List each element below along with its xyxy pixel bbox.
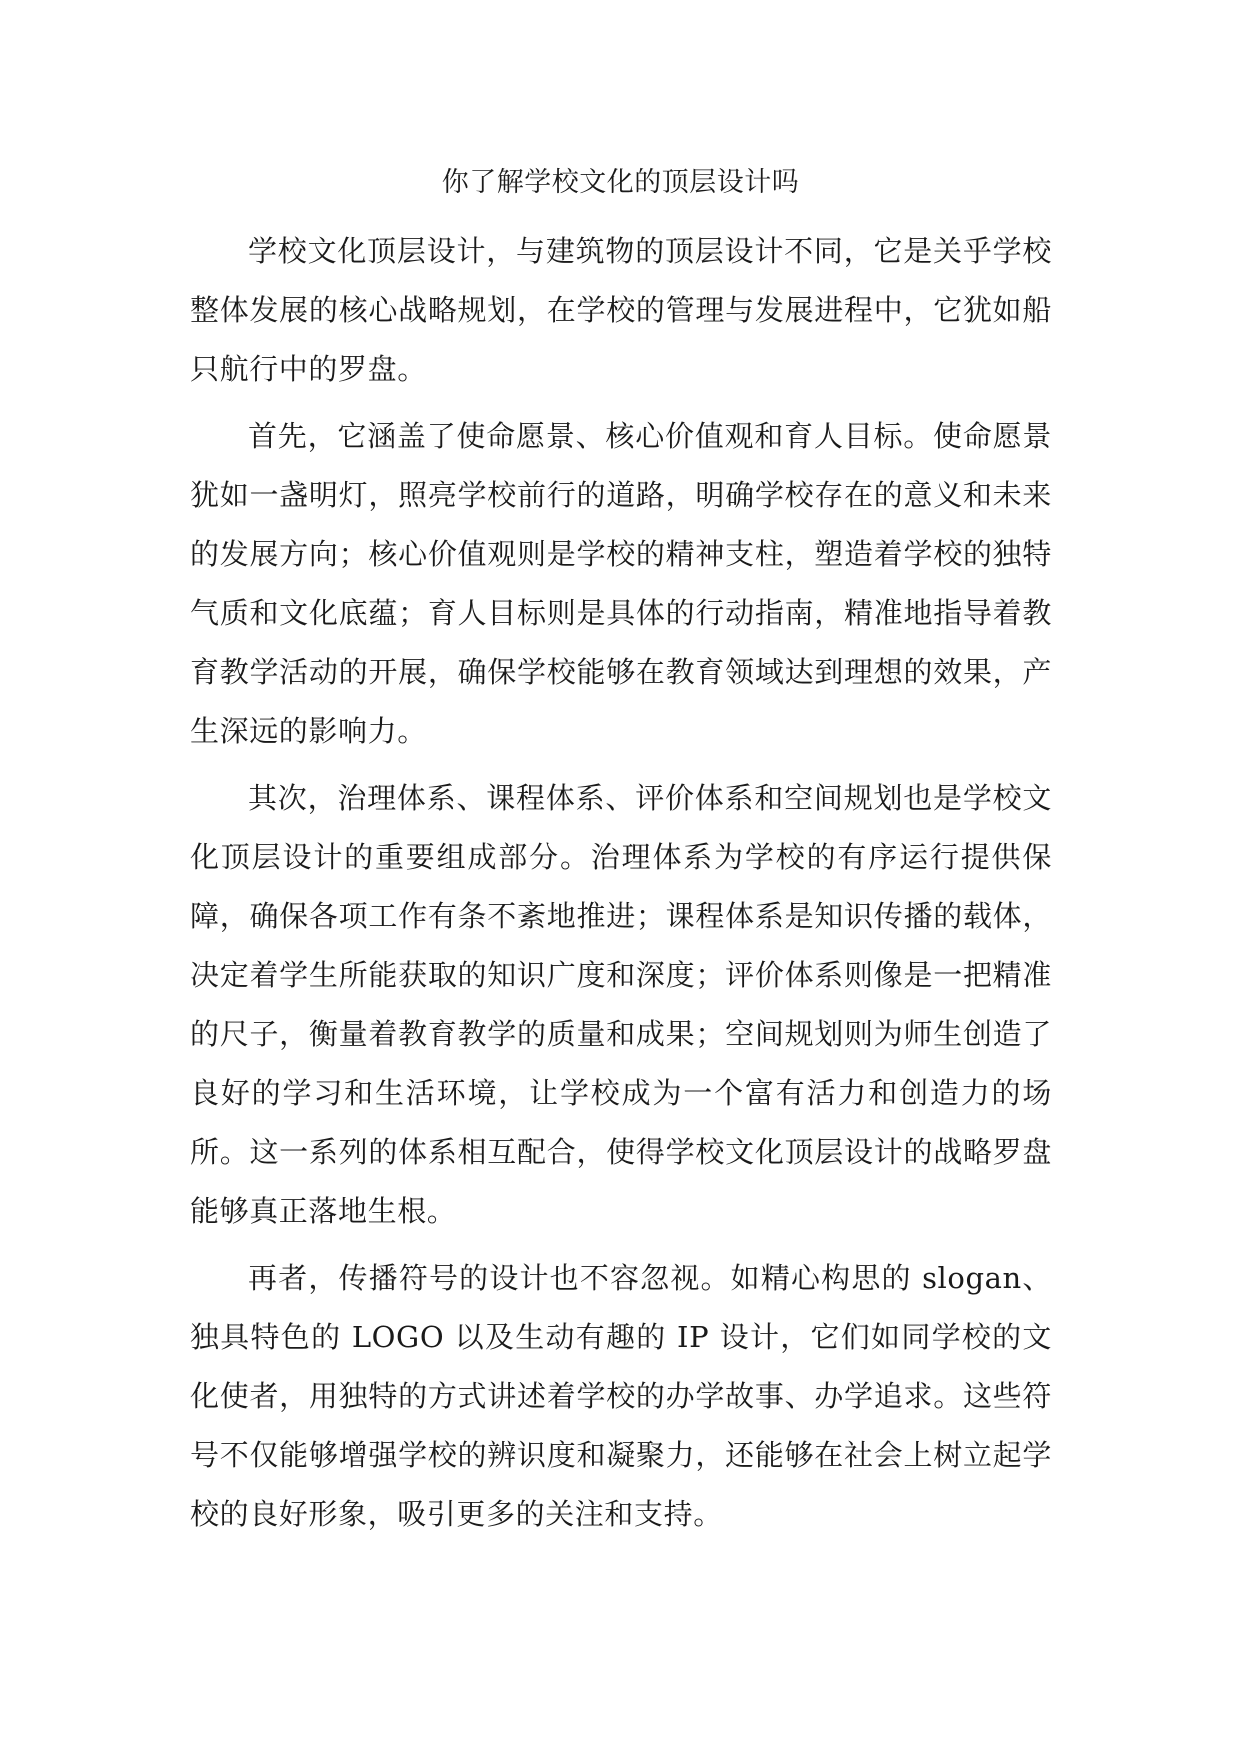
document-body — [190, 222, 1052, 1552]
paragraph-3: 其次，治理体系、课程体系、评价体系和空间规划也是学校文化顶层设计的重要组成部分。治理体系为学校的有序运行提供保障，确保各项工作有条不紊地推进；课程体系是知识传播的载体，决定着学生所能获取的知识广度和深度；评价体系则像是一把精准的尺子，衡量着教育教学的质量和成果；空间规划则为师生创造了良好的学习和生活环境，让学校成为一个富有活力和创造力的场所。这一系列的体系相互配合，使得学校文化顶层设计的战略罗盘能够真正落地生根。 — [190, 781, 1052, 1228]
paragraph-2: 首先，它涵盖了使命愿景、核心价值观和育人目标。使命愿景犹如一盏明灯，照亮学校前行的道路，明确学校存在的意义和未来的发展方向；核心价值观则是学校的精神支柱，塑造着学校的独特气质和文化底蕴；育人目标则是具体的行动指南，精准地指导着教育教学活动的开展，确保学校能够在教育领域达到理想的效果，产生深远的影响力。 — [190, 419, 1052, 748]
paragraph-1: 学校文化顶层设计，与建筑物的顶层设计不同，它是关乎学校整体发展的核心战略规划，在学校的管理与发展进程中，它犹如船只航行中的罗盘。 — [190, 234, 1052, 386]
paragraph-4: 再者，传播符号的设计也不容忽视。如精心构思的 slogan、独具特色的 LOGO 以及生动有趣的 IP 设计，它们如同学校的文化使者，用独特的方式讲述着学校的办学故事、办学追求。这些符号不仅能够增强学校的辨识度和凝聚力，还能够在社会上树立起学校的良好形象，吸引更多的关注和支持。 — [190, 1261, 1052, 1531]
document-title: 你了解学校文化的顶层设计吗 — [441, 167, 800, 198]
